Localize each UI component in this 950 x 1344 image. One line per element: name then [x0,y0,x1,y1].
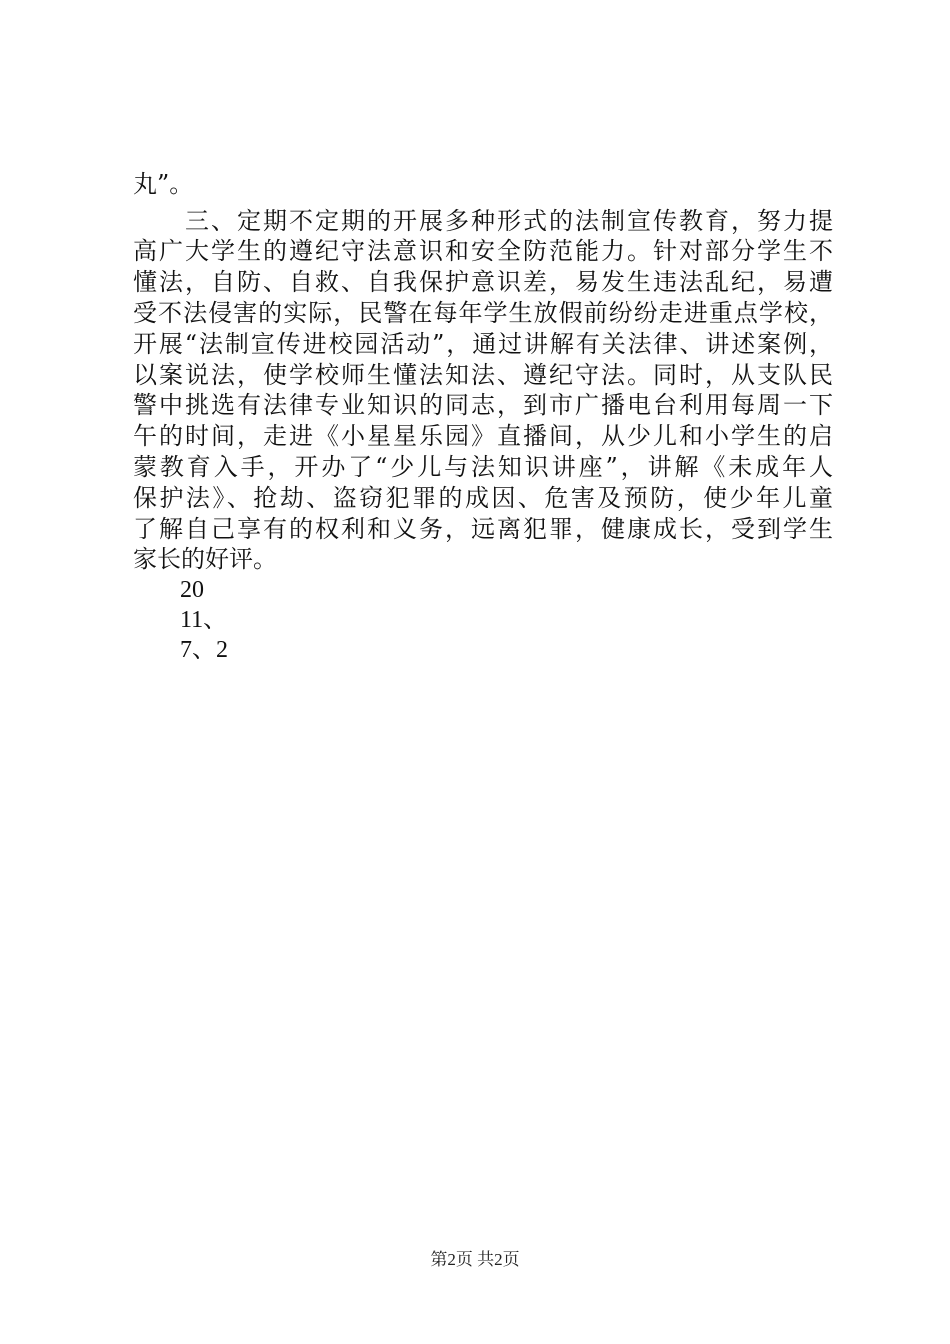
text-line-7: 以案说法，使学校师生懂法知法、遵纪守法。同时，从支队民 [133,361,833,389]
date-fragment-2: 11、 [180,607,228,633]
text-line-1: 丸”。 [133,170,194,198]
text-line-12: 了解自己享有的权利和义务，远离犯罪，健康成长，受到学生 [133,515,833,543]
text-line-13: 家长的好评。 [133,545,277,573]
text-line-11: 保护法》、抢劫、盗窃犯罪的成因、危害及预防，使少年儿童 [133,484,833,512]
text-line-9: 午的时间，走进《小星星乐园》直播间，从少儿和小学生的启 [133,422,833,450]
text-line-6: 开展“法制宣传进校园活动”，通过讲解有关法律、讲述案例， [133,330,833,358]
text-line-4: 懂法，自防、自救、自我保护意识差，易发生违法乱纪，易遭 [133,268,833,296]
text-line-3: 高广大学生的遵纪守法意识和安全防范能力。针对部分学生不 [133,237,833,265]
page-footer: 第2页 共2页 [430,1250,520,1269]
date-fragment-1: 20 [180,577,204,603]
text-line-5: 受不法侵害的实际，民警在每年学生放假前纷纷走进重点学校， [133,299,833,327]
date-fragment-3: 7、2 [180,637,228,663]
text-line-2: 三、定期不定期的开展多种形式的法制宣传教育，努力提 [133,207,833,235]
text-line-10: 蒙教育入手，开办了“少儿与法知识讲座”，讲解《未成年人 [133,453,833,481]
text-line-8: 警中挑选有法律专业知识的同志，到市广播电台利用每周一下 [133,391,833,419]
